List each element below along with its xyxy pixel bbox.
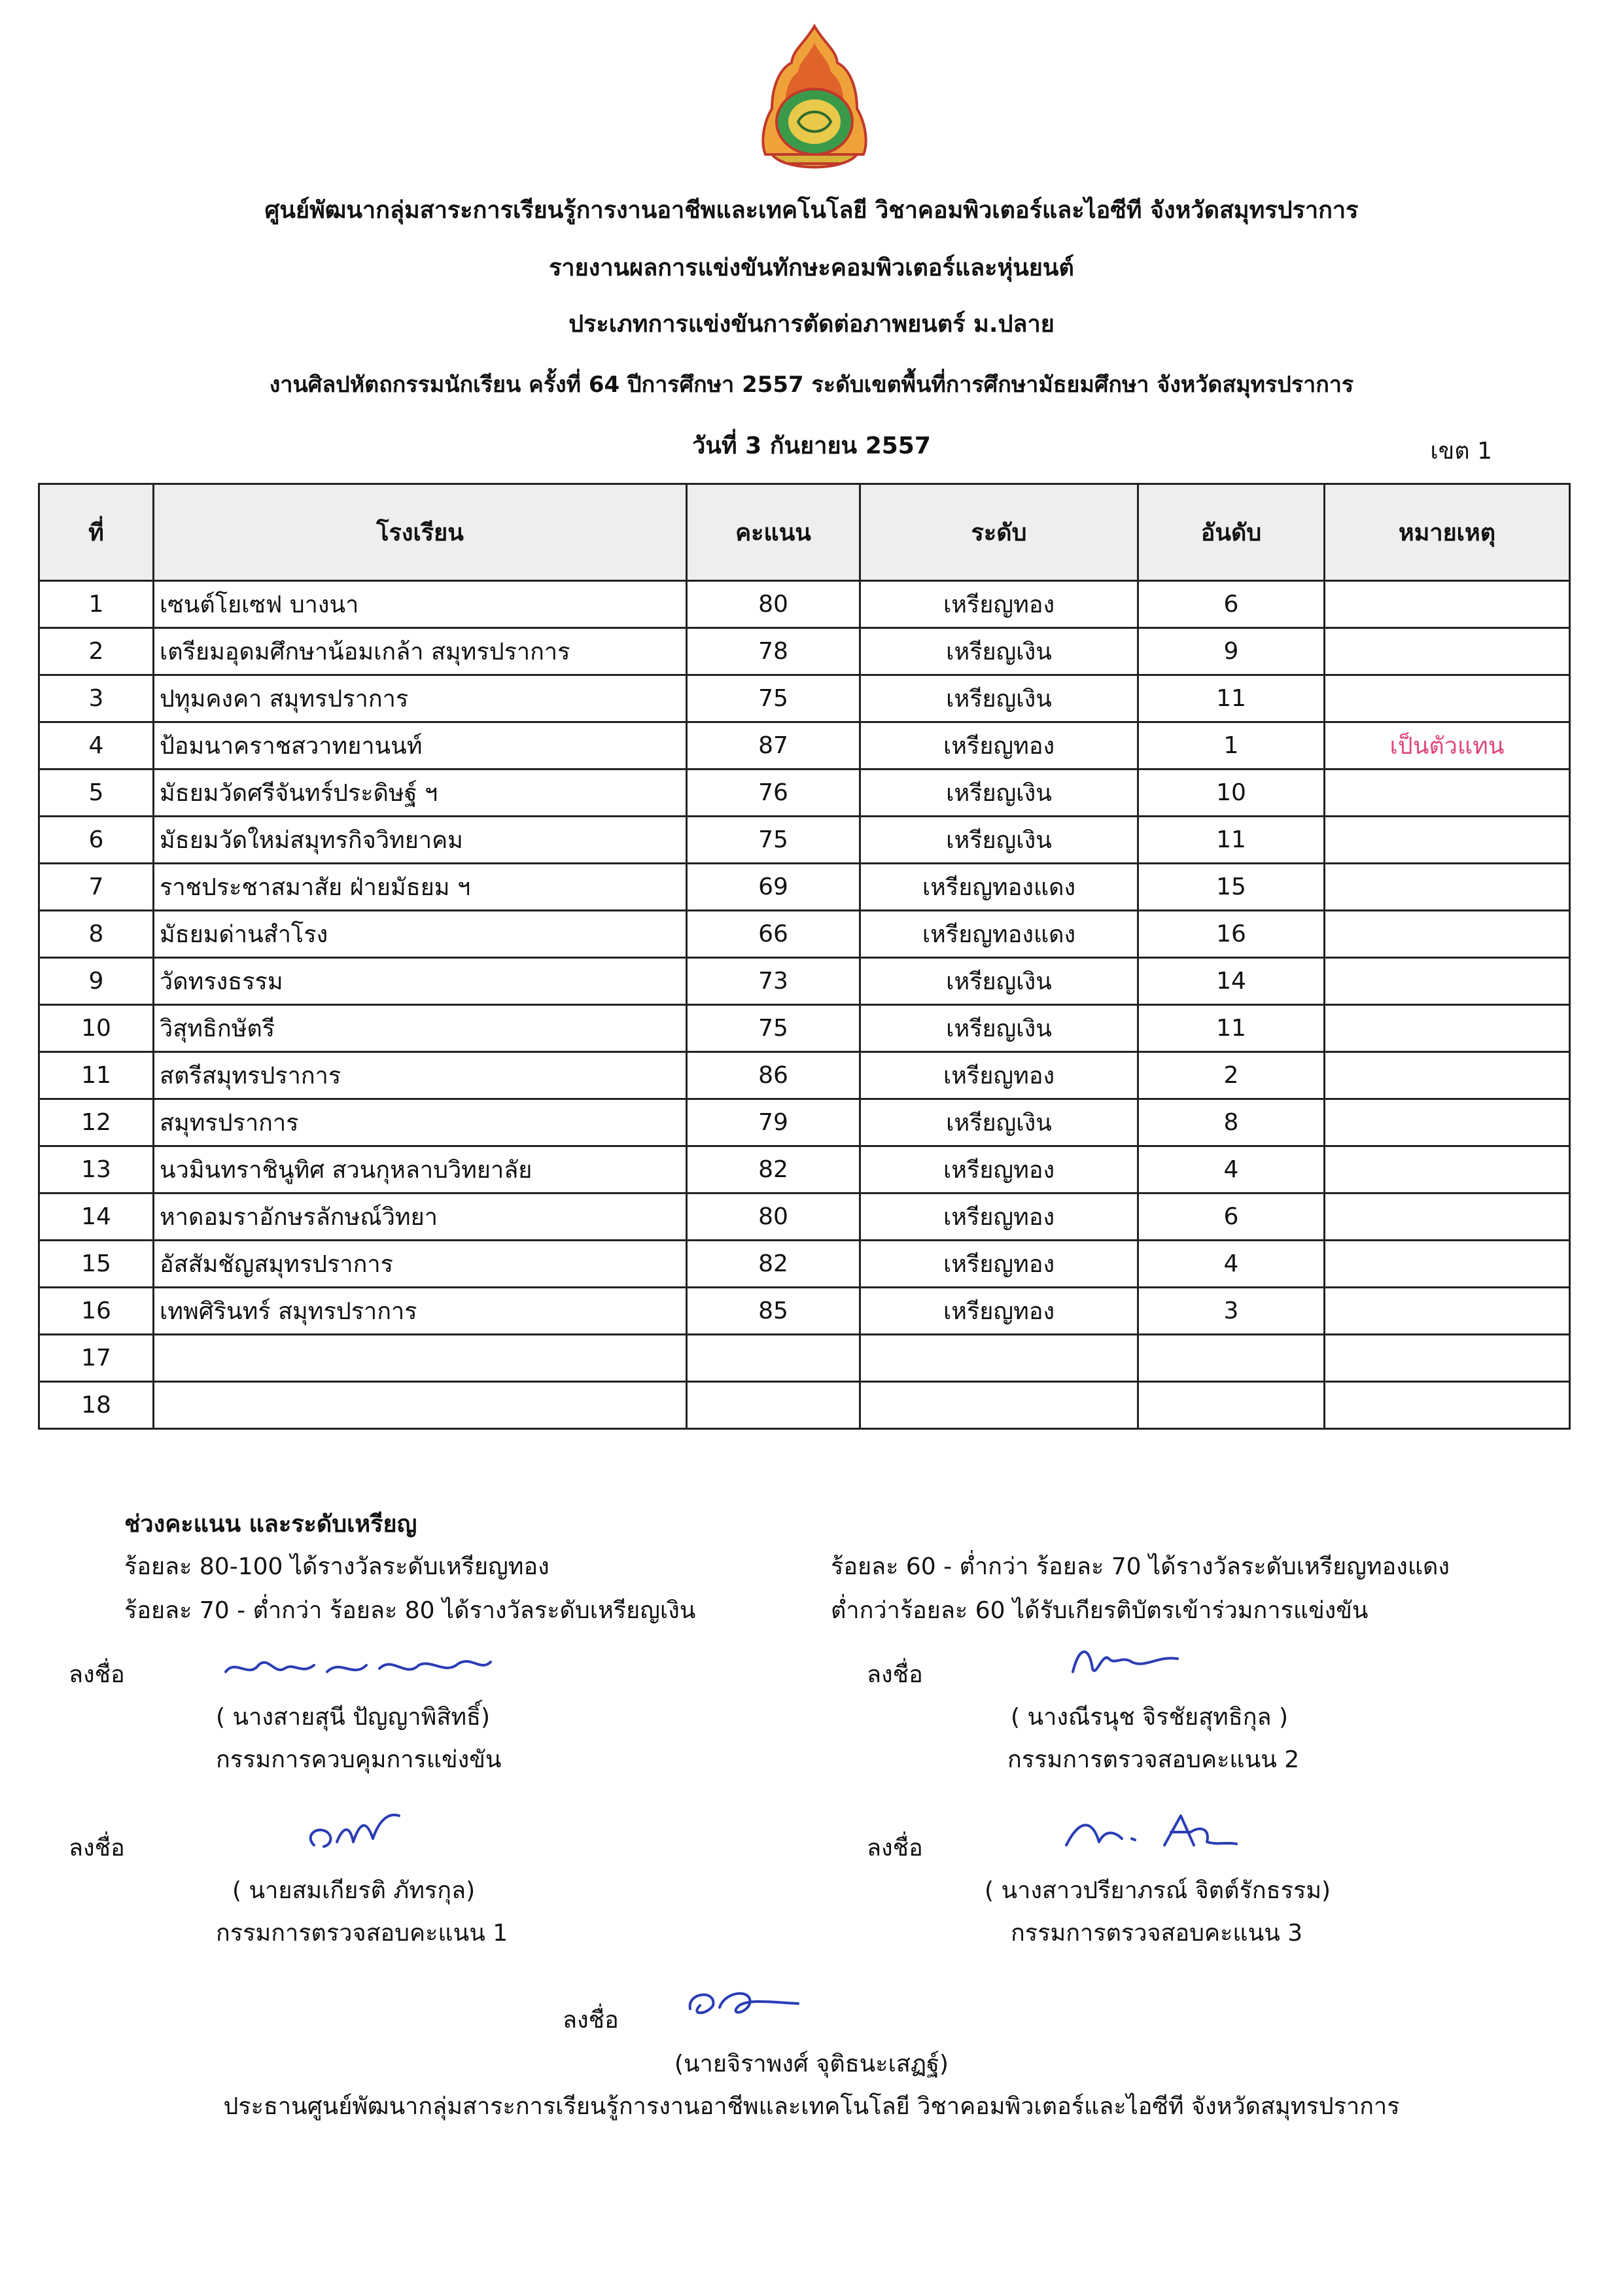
legend-certificate: ต่ำกว่าร้อยละ 60 ได้รับเกียรติบัตรเข้าร่วมการแข่งขัน	[831, 1597, 1369, 1624]
table-row	[39, 1288, 1570, 1335]
cell-score: 75	[687, 817, 860, 864]
signature-mark	[1060, 1806, 1256, 1858]
cell-level	[860, 1335, 1138, 1382]
col-header-score: คะแนน	[687, 484, 860, 581]
cell-level: เหรียญเงิน	[860, 817, 1138, 864]
cell-remark	[1325, 581, 1570, 628]
signer-role: กรรมการตรวจสอบคะแนน 1	[216, 1920, 508, 1947]
cell-remark	[1325, 1193, 1570, 1241]
cell-remark	[1325, 1005, 1570, 1052]
cell-remark	[1325, 958, 1570, 1005]
cell-no: 7	[39, 864, 154, 911]
signer-name: ( นายสมเกียรติ ภัทรกุล)	[232, 1877, 476, 1904]
cell-score: 87	[687, 722, 860, 769]
signer-role: กรรมการตรวจสอบคะแนน 2	[1007, 1746, 1300, 1773]
signature-mark	[1066, 1639, 1197, 1685]
cell-remark	[1325, 817, 1570, 864]
cell-remark	[1325, 675, 1570, 722]
cell-no: 6	[39, 817, 154, 864]
cell-school: มัธยมด่านสำโรง	[154, 911, 687, 958]
cell-school: นวมินทราชินูทิศ สวนกุหลาบวิทยาลัย	[154, 1146, 687, 1193]
col-header-no: ที่	[39, 484, 154, 581]
results-table	[38, 483, 1571, 1430]
cell-level: เหรียญทอง	[860, 722, 1138, 769]
cell-school: เทพศิรินทร์ สมุทรปราการ	[154, 1288, 687, 1335]
cell-level: เหรียญเงิน	[860, 628, 1138, 675]
table-row	[39, 675, 1570, 722]
cell-score: 85	[687, 1288, 860, 1335]
cell-rank: 6	[1138, 1193, 1325, 1241]
cell-level: เหรียญทอง	[860, 1146, 1138, 1193]
cell-score: 78	[687, 628, 860, 675]
table-row	[39, 817, 1570, 864]
cell-remark	[1325, 1146, 1570, 1193]
legend-title: ช่วงคะแนน และระดับเหรียญ	[124, 1511, 417, 1538]
cell-rank: 3	[1138, 1288, 1325, 1335]
cell-no: 12	[39, 1099, 154, 1146]
signer-role: กรรมการควบคุมการแข่งขัน	[216, 1746, 502, 1773]
cell-school: เตรียมอุดมศึกษาน้อมเกล้า สมุทรปราการ	[154, 628, 687, 675]
cell-no: 9	[39, 958, 154, 1005]
cell-school	[154, 1382, 687, 1429]
cell-score: 75	[687, 1005, 860, 1052]
table-row	[39, 864, 1570, 911]
signer-role: กรรมการตรวจสอบคะแนน 3	[1011, 1920, 1303, 1947]
cell-level: เหรียญเงิน	[860, 675, 1138, 722]
col-header-rank: อันดับ	[1138, 484, 1325, 581]
cell-score: 66	[687, 911, 860, 958]
cell-score: 86	[687, 1052, 860, 1099]
cell-school: สมุทรปราการ	[154, 1099, 687, 1146]
cell-no: 16	[39, 1288, 154, 1335]
table-row	[39, 1193, 1570, 1241]
table-row	[39, 628, 1570, 675]
cell-school: ป้อมนาคราชสวาทยานนท์	[154, 722, 687, 769]
cell-school: ปทุมคงคา สมุทรปราการ	[154, 675, 687, 722]
cell-level: เหรียญทอง	[860, 1288, 1138, 1335]
cell-score: 69	[687, 864, 860, 911]
table-row	[39, 1241, 1570, 1288]
cell-level: เหรียญทองแดง	[860, 864, 1138, 911]
cell-remark	[1325, 1382, 1570, 1429]
signer-name: ( นางสาวปรียาภรณ์ จิตต์รักธรรม)	[985, 1877, 1331, 1904]
col-header-remark: หมายเหตุ	[1325, 484, 1570, 581]
cell-score: 80	[687, 1193, 860, 1241]
cell-no: 18	[39, 1382, 154, 1429]
cell-school: อัสสัมชัญสมุทรปราการ	[154, 1241, 687, 1288]
cell-no: 3	[39, 675, 154, 722]
table-row	[39, 769, 1570, 817]
signature-mark	[301, 1806, 406, 1858]
cell-remark	[1325, 1052, 1570, 1099]
cell-rank: 14	[1138, 958, 1325, 1005]
cell-level: เหรียญทอง	[860, 1052, 1138, 1099]
table-row	[39, 1099, 1570, 1146]
table-row	[39, 1005, 1570, 1052]
zone-label: เขต 1	[1430, 438, 1492, 465]
cell-rank: 11	[1138, 817, 1325, 864]
cell-score	[687, 1335, 860, 1382]
cell-school: หาดอมราอักษรลักษณ์วิทยา	[154, 1193, 687, 1241]
sign-label: ลงชื่อ	[867, 1835, 923, 1862]
cell-no: 4	[39, 722, 154, 769]
cell-remark	[1325, 628, 1570, 675]
cell-score: 80	[687, 581, 860, 628]
cell-school: สตรีสมุทรปราการ	[154, 1052, 687, 1099]
cell-score	[687, 1382, 860, 1429]
cell-level: เหรียญเงิน	[860, 769, 1138, 817]
cell-rank: 6	[1138, 581, 1325, 628]
cell-remark	[1325, 911, 1570, 958]
cell-remark	[1325, 864, 1570, 911]
cell-no: 14	[39, 1193, 154, 1241]
cell-remark	[1325, 1241, 1570, 1288]
cell-no: 5	[39, 769, 154, 817]
cell-level: เหรียญเงิน	[860, 1005, 1138, 1052]
cell-score: 75	[687, 675, 860, 722]
cell-rank: 11	[1138, 675, 1325, 722]
cell-school: มัธยมวัดใหม่สมุทรกิจวิทยาคม	[154, 817, 687, 864]
cell-rank: 8	[1138, 1099, 1325, 1146]
table-row	[39, 1382, 1570, 1429]
signer-name: (นายจิราพงศ์ จุติธนะเสฏฐ์)	[674, 2051, 949, 2077]
table-body	[39, 581, 1570, 1429]
cell-level: เหรียญเงิน	[860, 958, 1138, 1005]
cell-score: 76	[687, 769, 860, 817]
cell-rank: 4	[1138, 1241, 1325, 1288]
table-row	[39, 911, 1570, 958]
table-header-row	[39, 484, 1570, 581]
cell-no: 15	[39, 1241, 154, 1288]
cell-no: 13	[39, 1146, 154, 1193]
cell-remark	[1325, 769, 1570, 817]
cell-school: วัดทรงธรรม	[154, 958, 687, 1005]
header-center-name: ศูนย์พัฒนากลุ่มสาระการเรียนรู้การงานอาชีพและเทคโนโลยี วิชาคอมพิวเตอร์และไอซีที จังหวัดสมุทรปราการ	[264, 197, 1359, 224]
cell-rank: 2	[1138, 1052, 1325, 1099]
sign-label: ลงชื่อ	[69, 1661, 125, 1688]
cell-score: 82	[687, 1241, 860, 1288]
cell-no: 11	[39, 1052, 154, 1099]
cell-school: เซนต์โยเซฟ บางนา	[154, 581, 687, 628]
cell-remark	[1325, 1099, 1570, 1146]
cell-level: เหรียญทองแดง	[860, 911, 1138, 958]
signature-mark	[680, 1976, 811, 2028]
signer-name: ( นางสายสุนี ปัญญาพิสิทธิ์)	[216, 1704, 491, 1731]
cell-rank: 11	[1138, 1005, 1325, 1052]
header-competition-type: ประเภทการแข่งขันการตัดต่อภาพยนตร์ ม.ปลาย	[568, 311, 1055, 338]
header-report-title: รายงานผลการแข่งขันทักษะคอมพิวเตอร์และหุ่นยนต์	[549, 255, 1074, 281]
table-row	[39, 1146, 1570, 1193]
cell-rank: 1	[1138, 722, 1325, 769]
cell-score: 82	[687, 1146, 860, 1193]
sign-label: ลงชื่อ	[563, 2007, 619, 2034]
emblem-logo	[759, 24, 870, 181]
cell-level: เหรียญเงิน	[860, 1099, 1138, 1146]
cell-score: 79	[687, 1099, 860, 1146]
header-event-info: งานศิลปหัตถกรรมนักเรียน ครั้งที่ 64 ปีการศึกษา 2557 ระดับเขตพื้นที่การศึกษามัธยมศึกษา จังหวัดสมุทรปราการ	[269, 372, 1354, 398]
legend-gold: ร้อยละ 80-100 ได้รางวัลระดับเหรียญทอง	[124, 1553, 550, 1580]
cell-level: เหรียญทอง	[860, 1193, 1138, 1241]
cell-remark: เป็นตัวแทน	[1325, 722, 1570, 769]
cell-level	[860, 1382, 1138, 1429]
signer-role: ประธานศูนย์พัฒนากลุ่มสาระการเรียนรู้การงานอาชีพและเทคโนโลยี วิชาคอมพิวเตอร์และไอซีที จังหวัดสมุทรปราการ	[223, 2093, 1400, 2120]
cell-rank	[1138, 1335, 1325, 1382]
cell-remark	[1325, 1335, 1570, 1382]
cell-rank	[1138, 1382, 1325, 1429]
table-row	[39, 1052, 1570, 1099]
legend-silver: ร้อยละ 70 - ต่ำกว่า ร้อยละ 80 ได้รางวัลระดับเหรียญเงิน	[124, 1597, 696, 1624]
table-row	[39, 1335, 1570, 1382]
cell-level: เหรียญทอง	[860, 1241, 1138, 1288]
cell-no: 2	[39, 628, 154, 675]
legend-bronze: ร้อยละ 60 - ต่ำกว่า ร้อยละ 70 ได้รางวัลระดับเหรียญทองแดง	[831, 1553, 1450, 1580]
cell-rank: 4	[1138, 1146, 1325, 1193]
table-row	[39, 581, 1570, 628]
cell-level: เหรียญทอง	[860, 581, 1138, 628]
cell-no: 17	[39, 1335, 154, 1382]
cell-school: มัธยมวัดศรีจันทร์ประดิษฐ์ ฯ	[154, 769, 687, 817]
cell-school: วิสุทธิกษัตรี	[154, 1005, 687, 1052]
cell-rank: 15	[1138, 864, 1325, 911]
cell-rank: 16	[1138, 911, 1325, 958]
cell-no: 8	[39, 911, 154, 958]
cell-school: ราชประชาสมาสัย ฝ่ายมัธยม ฯ	[154, 864, 687, 911]
signature-mark	[222, 1646, 497, 1691]
cell-school	[154, 1335, 687, 1382]
table-row	[39, 958, 1570, 1005]
cell-no: 10	[39, 1005, 154, 1052]
cell-rank: 10	[1138, 769, 1325, 817]
cell-score: 73	[687, 958, 860, 1005]
sign-label: ลงชื่อ	[867, 1661, 923, 1688]
cell-no: 1	[39, 581, 154, 628]
sign-label: ลงชื่อ	[69, 1835, 125, 1862]
signer-name: ( นางณีรนุช จิรชัยสุทธิกุล )	[1011, 1704, 1289, 1731]
header-date: วันที่ 3 กันยายน 2557	[692, 433, 931, 459]
table-row	[39, 722, 1570, 769]
col-header-school: โรงเรียน	[154, 484, 687, 581]
cell-remark	[1325, 1288, 1570, 1335]
col-header-level: ระดับ	[860, 484, 1138, 581]
cell-rank: 9	[1138, 628, 1325, 675]
